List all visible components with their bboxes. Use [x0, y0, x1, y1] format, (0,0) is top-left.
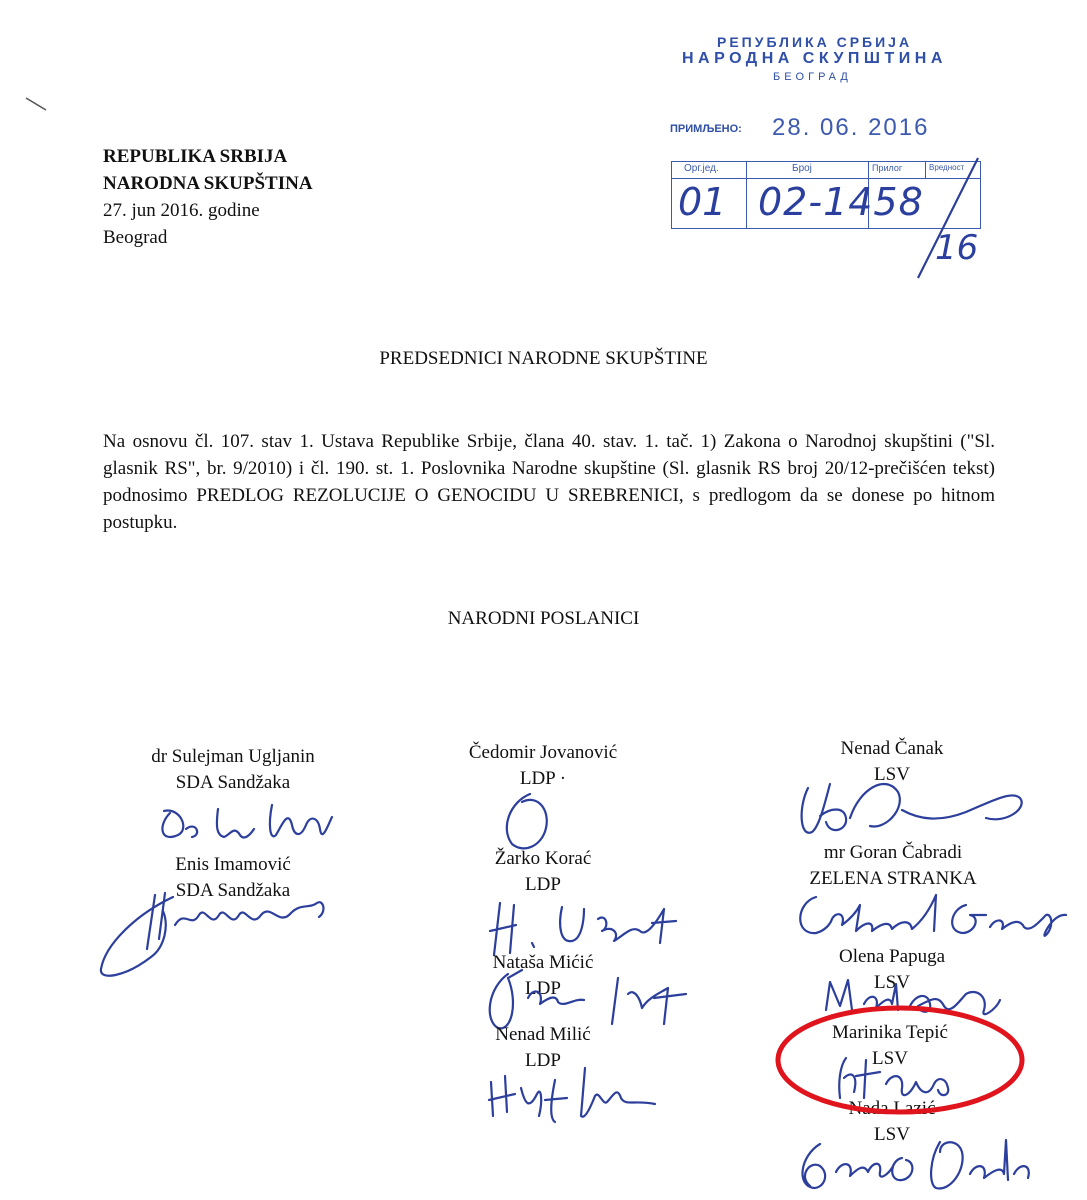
signatory-name: Nada Lazić: [848, 1098, 936, 1119]
signatory-party: LDP ·: [519, 768, 567, 789]
signature-milic: [485, 1060, 685, 1130]
signatory-name: Čedomir Jovanović: [468, 742, 618, 763]
document-header: [103, 143, 313, 251]
signatory-party: LSV: [874, 764, 910, 785]
signatory-name: dr Sulejman Ugljanin: [151, 746, 315, 767]
signature-cabradi: [790, 885, 1080, 945]
signatory-name: Olena Papuga: [838, 946, 946, 967]
signatory-jovanovic: [443, 740, 643, 792]
signature-lazic: [790, 1130, 1040, 1195]
stamp-header-org: Орг.јед.: [684, 163, 719, 174]
stamp-header-attachment: Прилог: [872, 163, 903, 173]
signatory-party: SDA Sandžaka: [175, 772, 291, 793]
signatory-party: LSV: [874, 972, 910, 993]
stamp-year: 16: [935, 228, 979, 268]
signatory-party: SDA Sandžaka: [175, 880, 291, 901]
signature-imamovic: [95, 885, 335, 985]
signatory-ugljanin: [133, 744, 333, 796]
signatory-name: Žarko Korać: [494, 848, 592, 869]
signatory-name: mr Goran Čabradi: [823, 842, 963, 863]
signatory-party: LSV: [872, 1048, 908, 1069]
header-assembly: NARODNA SKUPŠTINA: [103, 173, 313, 194]
stamp-line-city: БЕОГРАД: [773, 71, 852, 83]
signature-ugljanin: [150, 795, 350, 855]
header-republic: REPUBLIKA SRBIJA: [103, 146, 288, 167]
scan-mark: [24, 96, 54, 116]
header-date: 27. jun 2016. godine: [103, 200, 260, 221]
signatory-party: ZELENA STRANKA: [809, 868, 977, 889]
signatory-name: Nenad Čanak: [840, 738, 944, 759]
signatory-korac: [443, 846, 643, 898]
highlight-ellipse: [770, 1000, 1030, 1125]
signatory-party: LDP: [525, 874, 561, 895]
signatory-name: Enis Imamović: [175, 854, 291, 875]
stamp-header-number: Број: [792, 163, 812, 174]
stamp-header-value: Вредност: [929, 163, 965, 172]
signatory-party: LDP: [525, 1050, 561, 1071]
signatory-name: Nataša Mićić: [492, 952, 594, 973]
stamp-received-date: 28. 06. 2016: [772, 114, 930, 141]
addressee: [0, 348, 1087, 370]
header-city: Beograd: [103, 227, 168, 248]
signatory-party: LDP: [525, 978, 561, 999]
stamp-line-republic: РЕПУБЛИКА СРБИЈА: [717, 34, 913, 50]
signature-canak: [790, 768, 1040, 848]
stamp-number: 02-1458: [758, 180, 924, 224]
signatory-name: Marinika Tepić: [832, 1022, 948, 1043]
stamp-line-assembly: НАРОДНА СКУПШТИНА: [682, 50, 947, 67]
body-paragraph: Na osnovu čl. 107. stav 1. Ustava Republike Srbije, člana 40. stav. 1. tač. 1) Zakona o Narodnoj skupštini ("Sl. glasnik RS", br. 9/2010) i čl. 190. st. 1. Poslovnika Narodne skupštine (Sl. glasnik RS broj 20/12-prečišćen tekst) podnosimo PREDLOG REZOLUCIJE O GENOCIDU U SREBRENICI, s predlogom da se donese po hitnom postupku.: [103, 431, 995, 533]
signatory-party: LSV: [874, 1124, 910, 1145]
signatory-name: Nenad Milić: [495, 1024, 591, 1045]
stamp-received-label: ПРИМЉЕНО:: [670, 123, 742, 135]
deputies-heading: NARODNI POSLANICI: [447, 608, 640, 629]
addressee-text: PREDSEDNICI NARODNE SKUPŠTINE: [379, 348, 708, 369]
stamp-slash-mark: [900, 150, 990, 290]
stamp-org-unit: 01: [678, 180, 727, 224]
